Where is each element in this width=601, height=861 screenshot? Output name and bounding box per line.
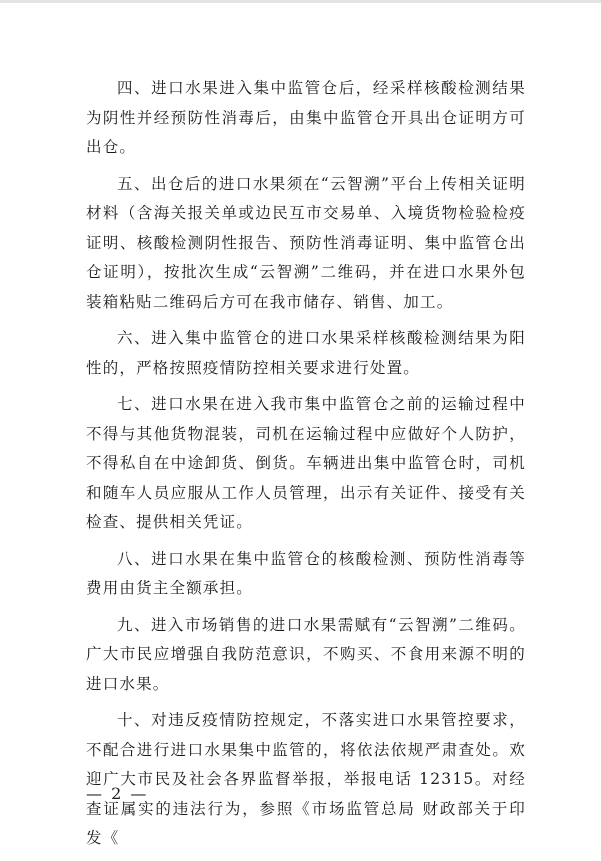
paragraph-item-9: 九、进入市场销售的进口水果需赋有“云智溯”二维码。广大市民应增强自我防范意识，不购买、不食用来源不明的进口水果。 bbox=[86, 615, 526, 693]
paragraph-item-4: 四、进口水果进入集中监管仓后，经采样核酸检测结果为阴性并经预防性消毒后，由集中监管仓开具出仓证明方可出仓。 bbox=[86, 79, 526, 156]
paragraph-item-5: 五、出仓后的进口水果须在“云智溯”平台上传相关证明材料（含海关报关单或边民互市交易单、入境货物检验检疫证明、核酸检测阴性报告、预防性消毒证明、集中监管仓出仓证明），按批次生成“云智溯”二维码，并在进口水果外包装箱粘贴二维码后方可在我市储存、销售、加工。 bbox=[86, 174, 526, 311]
document-body bbox=[86, 74, 526, 861]
page-number: — 2 — bbox=[86, 784, 149, 803]
paragraph-item-6: 六、进入集中监管仓的进口水果采样核酸检测结果为阳性的，严格按照疫情防控相关要求进行处置。 bbox=[86, 329, 526, 377]
paragraph-item-10: 十、对违反疫情防控规定，不落实进口水果管控要求，不配合进行进口水果集中监管的，将依法依规严肃查处。欢迎广大市民及社会各界监督举报，举报电话 12315。对经查证属实的违法行为，参照《市场监管总局 财政部关于印发《 bbox=[86, 711, 526, 847]
paragraph-item-8: 八、进口水果在集中监管仓的核酸检测、预防性消毒等费用由货主全额承担。 bbox=[86, 549, 526, 597]
paragraph-item-7: 七、进口水果在进入我市集中监管仓之前的运输过程中不得与其他货物混装，司机在运输过程中应做好个人防护，不得私自在中途卸货、倒货。车辆进出集中监管仓时，司机和随车人员应服从工作人员管理，出示有关证件、接受有关检查、提供相关凭证。 bbox=[86, 395, 526, 531]
page-top-edge bbox=[0, 0, 601, 3]
